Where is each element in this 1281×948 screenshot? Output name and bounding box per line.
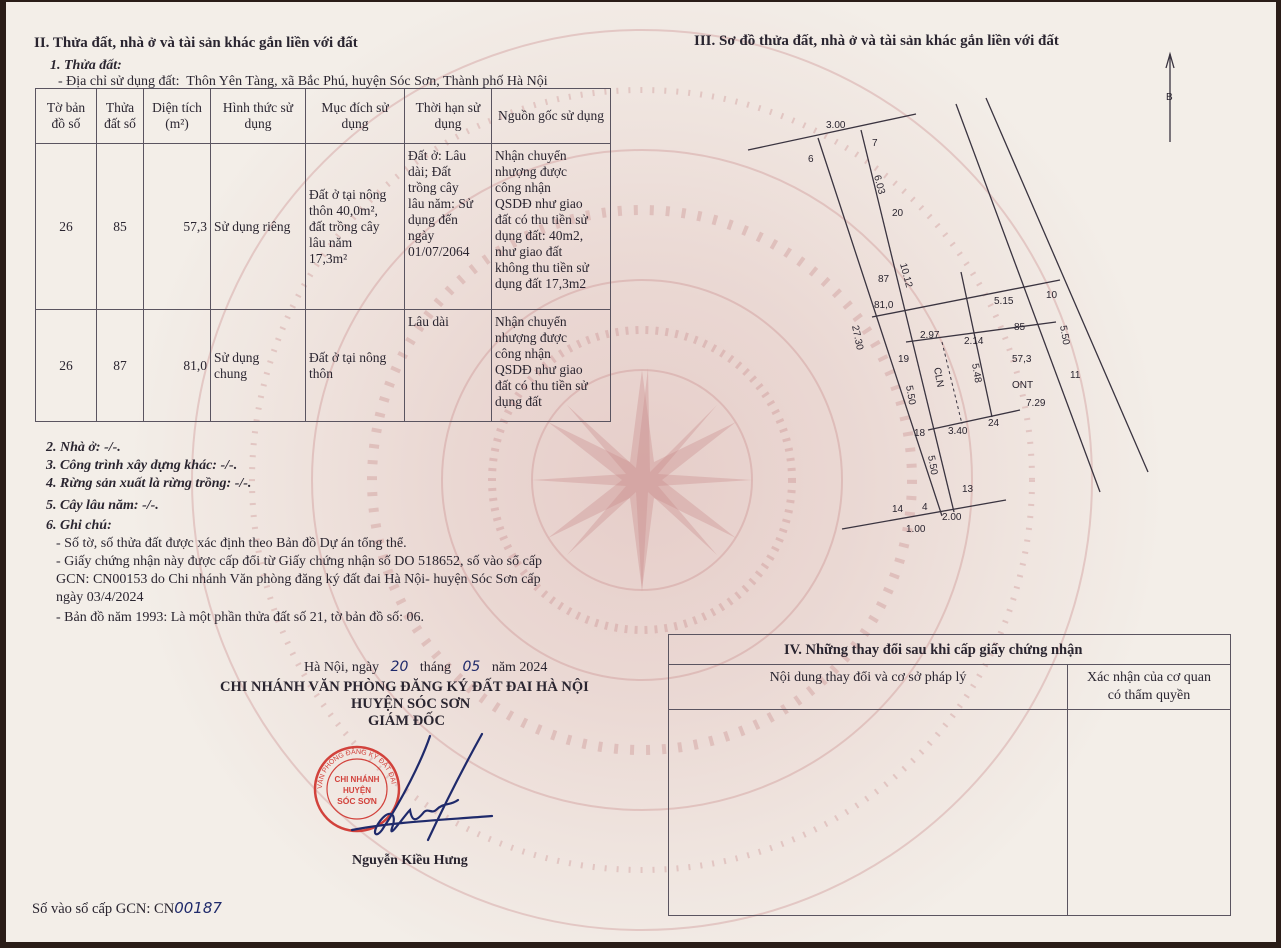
row2-parcel: 87 [97, 310, 144, 422]
row1-parcel: 85 [97, 144, 144, 310]
dim-label: 2.14 [964, 336, 984, 347]
row1-term-line: trồng cây [408, 180, 459, 195]
dim-label: 5.48 [969, 362, 984, 384]
parcel-label: 13 [962, 484, 974, 495]
address-label: - Địa chỉ sử dụng đất: [58, 74, 180, 89]
dim-label: 5.50 [1057, 324, 1072, 346]
land-parcel-title: 1. Thửa đất: [50, 58, 122, 73]
dim-label: 2.97 [920, 330, 940, 341]
row2-origin-line: Nhận chuyển [495, 314, 567, 329]
house-line: 2. Nhà ở: -/-. [46, 440, 121, 455]
dim-label: 6.03 [871, 173, 887, 196]
row1-origin-line: không thu tiền sử [495, 260, 589, 275]
row2-purpose [306, 310, 405, 422]
row1-origin-line: công nhận [495, 180, 551, 195]
note-line: - Bản đồ năm 1993: Là một phần thửa đất số 21, tờ bản đồ số: 06. [56, 610, 425, 625]
row1-origin [492, 144, 611, 310]
office-district: HUYỆN SÓC SƠN [351, 696, 471, 712]
row1-term-line: dài; Đất [408, 164, 452, 179]
row1-term-line: ngày [408, 228, 435, 243]
register-label: Số vào sổ cấp GCN: CN [32, 901, 175, 917]
header-purpose: Mục đích sử dụng [306, 89, 405, 144]
land-parcel-table [35, 88, 611, 422]
dim-label: 3.00 [826, 120, 846, 131]
row1-purpose-line: Đất ở tại nông [309, 186, 387, 202]
address-value: Thôn Yên Tàng, xã Bắc Phú, huyện Sóc Sơn, Thành phố Hà Nội [186, 74, 548, 89]
parcel-label: 11 [1070, 370, 1081, 381]
parcel-label: 24 [988, 418, 1000, 429]
date-prefix: Hà Nội, ngày [304, 660, 380, 675]
date-month: 05 [462, 659, 481, 675]
row2-purpose-line: thôn [309, 365, 334, 381]
table-row [36, 310, 611, 422]
table-row [36, 144, 611, 310]
row1-map-sheet: 26 [36, 144, 97, 310]
parcel-label: 4 [922, 502, 928, 513]
row2-origin-line: nhượng được [495, 330, 568, 345]
dim-label: 2.00 [942, 512, 962, 523]
header-area: Diện tích (m²) [144, 89, 211, 144]
row2-usage-form [211, 310, 306, 422]
section-4-heading: IV. Những thay đổi sau khi cấp giấy chứng nhận [784, 642, 1083, 658]
note-line: - Số tờ, số thửa đất được xác định theo Bản đồ Dự án tổng thể. [56, 536, 407, 551]
signer-name: Nguyễn Kiều Hưng [352, 853, 468, 868]
parcel-sketch-map [706, 42, 1226, 542]
row1-origin-line: dụng đất: 40m2, [495, 228, 584, 243]
dim-label: 5.50 [903, 384, 918, 406]
north-label: B [1166, 92, 1173, 103]
header-usage-form: Hình thức sử dụng [211, 89, 306, 144]
land-type-label: CLN [931, 366, 946, 389]
dim-label: 5.15 [994, 296, 1014, 307]
dim-label: 5.50 [925, 454, 940, 476]
signature-icon [332, 730, 502, 860]
certificate-sheet [6, 2, 1276, 942]
table-header-row [36, 89, 611, 144]
row2-term-line: Lâu dài [408, 314, 449, 329]
parcel-label: 6 [808, 154, 814, 165]
row2-origin [492, 310, 611, 422]
row1-origin-line: đất có thu tiền sử [495, 212, 588, 227]
row2-usage-line: chung [214, 365, 247, 381]
row2-origin-line: đất có thu tiền sử [495, 378, 588, 393]
construction-line: 3. Công trình xây dựng khác: -/-. [46, 458, 238, 473]
row1-purpose-line: thôn 40,0m², [309, 202, 378, 218]
changes-col-confirm-line: Xác nhận của cơ quan [1086, 670, 1211, 685]
changes-header-row [669, 665, 1231, 710]
row1-term-line: Đất ở: Lâu [408, 148, 467, 163]
changes-empty-row [669, 710, 1231, 916]
changes-col-content: Nội dung thay đổi và cơ sở pháp lý [669, 665, 1068, 710]
office-name: CHI NHÁNH VĂN PHÒNG ĐĂNG KÝ ĐẤT ĐAI HÀ NỘI [220, 679, 589, 695]
dim-label: 10.12 [897, 261, 915, 289]
date-day: 20 [390, 659, 409, 675]
note-line: GCN: CN00153 do Chi nhánh Văn phòng đăng ký đất đai Hà Nội- huyện Sóc Sơn cấp [56, 572, 541, 587]
row2-origin-line: dụng đất [495, 394, 542, 409]
row1-term-line: lâu năm: Sử [408, 196, 474, 211]
date-year: năm 2024 [491, 660, 548, 675]
row2-term [405, 310, 492, 422]
note-line: - Giấy chứng nhận này được cấp đổi từ Giấy chứng nhận số DO 518652, số vào sổ cấp [56, 554, 543, 569]
header-term: Thời hạn sử dụng [405, 89, 492, 144]
forest-line: 4. Rừng sản xuất là rừng trồng: -/-. [46, 476, 252, 491]
changes-col-confirm-line: có thẩm quyền [1107, 688, 1191, 703]
row1-purpose-line: 17,3m² [309, 250, 348, 266]
changes-table [668, 634, 1231, 916]
row1-origin-line: dụng đất 17,3m2 [495, 276, 587, 291]
issue-date [304, 659, 547, 676]
row1-area: 57,3 [144, 144, 211, 310]
section-2-heading: II. Thửa đất, nhà ở và tài sản khác gắn liền với đất [34, 35, 358, 51]
row1-origin-line: như giao đất [495, 244, 563, 259]
row1-purpose [306, 144, 405, 310]
changes-heading-row [669, 635, 1231, 665]
land-type-label: ONT [1012, 380, 1034, 391]
dim-label: 3.40 [948, 426, 968, 437]
row2-map-sheet: 26 [36, 310, 97, 422]
stamp-ring-text: VĂN PHÒNG ĐĂNG KÝ ĐẤT ĐAI [316, 748, 397, 790]
section-3-heading: III. Sơ đồ thửa đất, nhà ở và tài sản khác gắn liền với đất [694, 33, 1059, 49]
dim-label: 27.30 [849, 324, 866, 352]
changes-confirm-cell [1068, 710, 1231, 916]
parcel-label: 10 [1046, 290, 1058, 301]
perennial-line: 5. Cây lâu năm: -/-. [46, 498, 159, 513]
row1-origin-line: nhượng được [495, 164, 568, 179]
row1-purpose-line: đất trồng cây [309, 218, 380, 234]
row2-usage-line: Sử dụng [214, 349, 260, 365]
row1-origin-line: QSDĐ như giao [495, 196, 583, 211]
parcel-label: 20 [892, 208, 904, 219]
header-origin: Nguồn gốc sử dụng [492, 89, 611, 144]
register-number: 00187 [174, 899, 222, 917]
register-number-line [32, 900, 222, 918]
stamp-line: CHI NHÁNH [334, 775, 380, 784]
header-parcel: Thửa đất số [97, 89, 144, 144]
row1-term [405, 144, 492, 310]
note-line: ngày 03/4/2024 [56, 590, 144, 605]
parcel-label: 85 [1014, 322, 1026, 333]
office-title: GIÁM ĐỐC [368, 713, 445, 729]
header-map-sheet: Tờ bản đồ số [36, 89, 97, 144]
stamp-line: SÓC SƠN [337, 796, 377, 806]
dim-label: 1.00 [906, 524, 926, 535]
area-label: 81,0 [874, 300, 894, 311]
row1-term-line: 01/07/2064 [408, 244, 470, 259]
parcel-label: 19 [898, 354, 910, 365]
row2-purpose-line: Đất ở tại nông [309, 349, 387, 365]
parcel-label: 7 [872, 138, 878, 149]
row2-origin-line: công nhận [495, 346, 551, 361]
parcel-label: 14 [892, 504, 904, 515]
date-month-label: tháng [419, 660, 451, 675]
changes-content-cell [669, 710, 1068, 916]
parcel-label: 18 [914, 428, 926, 439]
notes-title: 6. Ghi chú: [46, 518, 112, 533]
row1-origin-line: Nhận chuyển [495, 148, 567, 163]
row1-purpose-line: lâu năm [309, 234, 353, 250]
stamp-line: HUYỆN [342, 786, 372, 795]
changes-col-confirm [1068, 665, 1231, 710]
parcel-label: 87 [878, 274, 890, 285]
row2-origin-line: QSDĐ như giao [495, 362, 583, 377]
row2-area: 81,0 [144, 310, 211, 422]
dim-label: 7.29 [1026, 398, 1046, 409]
area-label: 57,3 [1012, 354, 1032, 365]
row1-usage-form: Sử dụng riêng [211, 144, 306, 310]
row1-term-line: dụng đến [408, 212, 458, 227]
